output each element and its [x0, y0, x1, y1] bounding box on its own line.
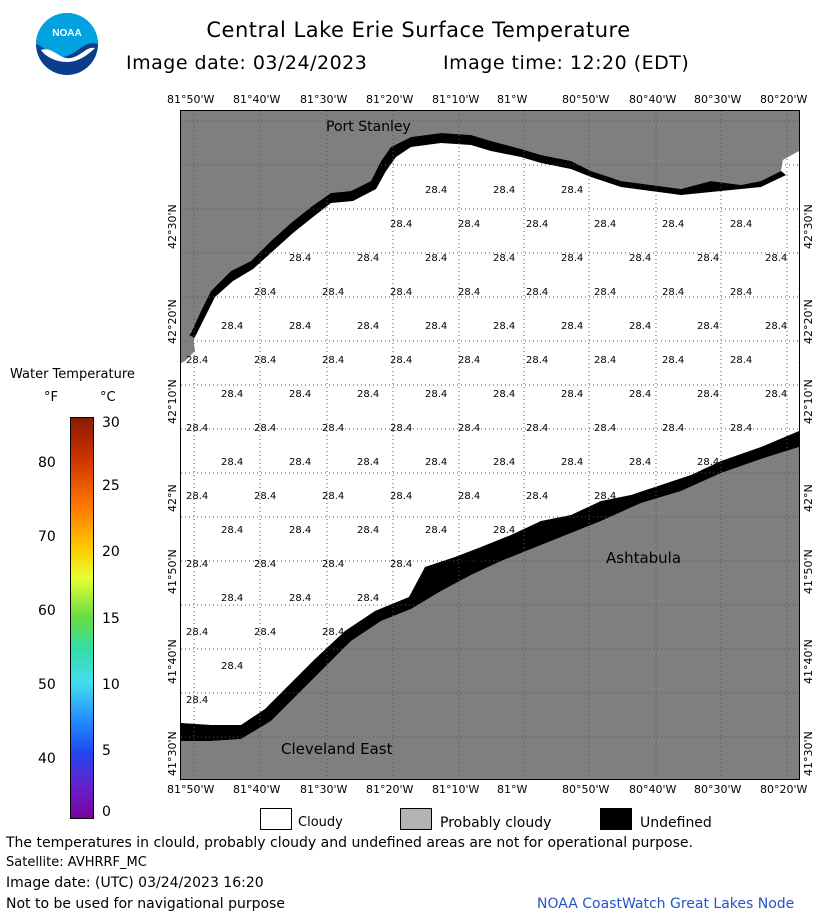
- lon-tick-top: 80°20'W: [760, 93, 808, 106]
- temperature-label: 28.4: [322, 559, 345, 570]
- temperature-label: 28.4: [561, 389, 584, 400]
- temperature-label: 28.4: [357, 593, 380, 604]
- temperature-label: 28.4: [390, 423, 413, 434]
- temperature-label: 28.4: [254, 423, 277, 434]
- temperature-label: 28.4: [730, 423, 753, 434]
- temperature-label: 28.4: [629, 389, 652, 400]
- temperature-label: 28.4: [425, 185, 448, 196]
- temperature-label: 28.4: [221, 593, 244, 604]
- temperature-label: 28.4: [186, 559, 209, 570]
- temperature-label: 28.4: [357, 457, 380, 468]
- footer-satellite: Satellite: AVHRRF_MC: [6, 855, 147, 870]
- temperature-label: 28.4: [493, 185, 516, 196]
- celsius-tick: 15: [102, 611, 120, 627]
- color-scale-bar: [70, 417, 94, 819]
- lat-tick-left: 41°40'N: [166, 639, 179, 684]
- lon-tick-top: 80°40'W: [629, 93, 677, 106]
- temperature-label: 28.4: [458, 287, 481, 298]
- lat-tick-left: 42°10'N: [166, 379, 179, 424]
- lon-tick-top: 80°30'W: [694, 93, 742, 106]
- footer-note: The temperatures in clould, probably cloudy and undefined areas are not for operational purpose.: [6, 835, 693, 851]
- temperature-label: 28.4: [289, 593, 312, 604]
- temperature-label: 28.4: [594, 219, 617, 230]
- temperature-label: 28.4: [322, 627, 345, 638]
- temperature-label: 28.4: [458, 355, 481, 366]
- lat-tick-left: 42°20'N: [166, 299, 179, 344]
- fahrenheit-tick: 70: [38, 529, 56, 545]
- temperature-label: 28.4: [594, 355, 617, 366]
- temperature-label: 28.4: [594, 423, 617, 434]
- lat-tick-right: 41°30'N: [802, 731, 815, 776]
- temperature-label: 28.4: [221, 321, 244, 332]
- temperature-label: 28.4: [526, 219, 549, 230]
- temperature-label: 28.4: [289, 389, 312, 400]
- temperature-label: 28.4: [186, 491, 209, 502]
- celsius-tick: 5: [102, 743, 111, 759]
- temperature-label: 28.4: [357, 321, 380, 332]
- temperature-label: 28.4: [662, 287, 685, 298]
- temperature-label: 28.4: [322, 423, 345, 434]
- temperature-label: 28.4: [765, 389, 788, 400]
- temperature-label: 28.4: [458, 559, 481, 570]
- temperature-label: 28.4: [493, 321, 516, 332]
- temperature-label: [798, 287, 799, 298]
- temperature-label: 28.4: [254, 355, 277, 366]
- temperature-label: 28.4: [697, 457, 720, 468]
- legend-probably-cloudy-swatch: [400, 808, 432, 830]
- celsius-tick: 0: [102, 804, 111, 820]
- fahrenheit-tick: 50: [38, 677, 56, 693]
- temperature-label: 28.4: [561, 185, 584, 196]
- footer-credit: NOAA CoastWatch Great Lakes Node: [537, 896, 795, 912]
- temperature-label: 28.4: [425, 525, 448, 536]
- temperature-label: 28.4: [221, 661, 244, 672]
- temperature-label: 28.4: [357, 525, 380, 536]
- temperature-label: 28.4: [561, 321, 584, 332]
- temperature-label: 28.4: [594, 491, 617, 502]
- temperature-label: 28.4: [289, 525, 312, 536]
- fahrenheit-tick: 60: [38, 603, 56, 619]
- temperature-label: 28.4: [425, 321, 448, 332]
- lon-tick-top: 81°50'W: [167, 93, 215, 106]
- temperature-label: 28.4: [493, 253, 516, 264]
- temperature-label: 28.4: [765, 321, 788, 332]
- temperature-label: 28.4: [289, 253, 312, 264]
- lon-tick-top: 80°50'W: [562, 93, 610, 106]
- temperature-label: 28.4: [526, 355, 549, 366]
- temperature-label: 28.4: [458, 423, 481, 434]
- lon-tick-bottom: 80°40'W: [629, 783, 677, 796]
- temperature-label: 28.4: [322, 287, 345, 298]
- temperature-label: 28.4: [662, 355, 685, 366]
- fahrenheit-tick: 40: [38, 751, 56, 767]
- lon-tick-bottom: 81°50'W: [167, 783, 215, 796]
- lon-tick-top: 81°10'W: [432, 93, 480, 106]
- temperature-label: 28.4: [425, 389, 448, 400]
- lon-tick-bottom: 80°50'W: [562, 783, 610, 796]
- legend-cloudy-label: Cloudy: [298, 815, 343, 830]
- temperature-label: 28.4: [186, 423, 209, 434]
- footer-nav-warning: Not to be used for navigational purpose: [6, 896, 285, 912]
- temperature-label: 28.4: [254, 491, 277, 502]
- temperature-label: 28.4: [697, 389, 720, 400]
- temperature-label: 28.4: [357, 389, 380, 400]
- lon-tick-bottom: 80°20'W: [760, 783, 808, 796]
- lon-tick-bottom: 81°40'W: [233, 783, 281, 796]
- temperature-label: 28.4: [186, 627, 209, 638]
- celsius-tick: 30: [102, 415, 120, 431]
- label-ashtabula: Ashtabula: [606, 549, 682, 567]
- lon-tick-bottom: 81°30'W: [300, 783, 348, 796]
- temperature-label: 28.4: [493, 457, 516, 468]
- temperature-label: 28.4: [322, 491, 345, 502]
- lat-tick-left: 41°30'N: [166, 731, 179, 776]
- lat-tick-right: 42°30'N: [802, 204, 815, 249]
- lon-tick-top: 81°30'W: [300, 93, 348, 106]
- lat-tick-left: 42°N: [166, 484, 179, 512]
- temperature-label: [798, 355, 799, 366]
- legend-undefined-label: Undefined: [640, 815, 712, 831]
- temperature-label: 28.4: [186, 355, 209, 366]
- fahrenheit-tick: 80: [38, 455, 56, 471]
- lat-tick-right: 42°20'N: [802, 299, 815, 344]
- temperature-label: 28.4: [629, 321, 652, 332]
- temperature-label: 28.4: [254, 627, 277, 638]
- temperature-label: 28.4: [425, 457, 448, 468]
- temperature-label: 28.4: [730, 355, 753, 366]
- temperature-label: 28.4: [458, 219, 481, 230]
- temperature-label: 28.4: [221, 457, 244, 468]
- temperature-label: 28.4: [629, 253, 652, 264]
- label-port-stanley: Port Stanley: [326, 119, 411, 135]
- legend-probably-cloudy-label: Probably cloudy: [440, 815, 552, 831]
- temperature-label: 28.4: [221, 389, 244, 400]
- temperature-label: 28.4: [493, 389, 516, 400]
- label-cleveland-east: Cleveland East: [281, 740, 393, 758]
- legend-cloudy-swatch: [260, 808, 292, 830]
- celsius-tick: 25: [102, 478, 120, 494]
- temperature-label: 28.4: [561, 253, 584, 264]
- temperature-label: 28.4: [186, 695, 209, 706]
- image-time: Image time: 12:20 (EDT): [443, 52, 690, 74]
- temperature-label: 28.4: [322, 355, 345, 366]
- page-title: Central Lake Erie Surface Temperature: [206, 18, 631, 42]
- lon-tick-bottom: 80°30'W: [694, 783, 742, 796]
- temperature-map: [180, 110, 800, 780]
- temperature-label: 28.4: [458, 491, 481, 502]
- temperature-label: 28.4: [526, 491, 549, 502]
- lon-tick-top: 81°W: [497, 93, 528, 106]
- temperature-label: [798, 219, 799, 230]
- temperature-label: 28.4: [662, 423, 685, 434]
- temperature-label: 28.4: [390, 491, 413, 502]
- lon-tick-bottom: 81°W: [497, 783, 528, 796]
- unit-fahrenheit: °F: [44, 390, 58, 405]
- celsius-tick: 10: [102, 677, 120, 693]
- footer-image-date: Image date: (UTC) 03/24/2023 16:20: [6, 875, 264, 891]
- lon-tick-bottom: 81°10'W: [432, 783, 480, 796]
- temperature-label: 28.4: [561, 457, 584, 468]
- temperature-label: 28.4: [390, 219, 413, 230]
- lat-tick-right: 41°40'N: [802, 639, 815, 684]
- lat-tick-right: 41°50'N: [802, 549, 815, 594]
- celsius-tick: 20: [102, 544, 120, 560]
- lon-tick-top: 81°20'W: [366, 93, 414, 106]
- logo-text: NOAA: [52, 28, 82, 39]
- temperature-label: 28.4: [594, 287, 617, 298]
- image-date: Image date: 03/24/2023: [126, 52, 368, 74]
- legend-undefined-swatch: [600, 808, 632, 830]
- color-scale-title: Water Temperature: [10, 367, 135, 382]
- temperature-label: 28.4: [289, 457, 312, 468]
- temperature-label: 28.4: [629, 457, 652, 468]
- temperature-label: 28.4: [526, 287, 549, 298]
- lon-tick-top: 81°40'W: [233, 93, 281, 106]
- temperature-label: 28.4: [526, 423, 549, 434]
- temperature-label: 28.4: [662, 219, 685, 230]
- lat-tick-right: 42°N: [802, 484, 815, 512]
- temperature-label: 28.4: [357, 253, 380, 264]
- lat-tick-right: 42°10'N: [802, 379, 815, 424]
- temperature-label: 28.4: [390, 287, 413, 298]
- temperature-label: 28.4: [765, 253, 788, 264]
- temperature-label: 28.4: [425, 253, 448, 264]
- temperature-label: 28.4: [390, 355, 413, 366]
- temperature-label: 28.4: [730, 287, 753, 298]
- lon-tick-bottom: 81°20'W: [366, 783, 414, 796]
- unit-celsius: °C: [100, 390, 116, 405]
- temperature-label: 28.4: [493, 525, 516, 536]
- lat-tick-left: 42°30'N: [166, 204, 179, 249]
- temperature-label: 28.4: [730, 219, 753, 230]
- temperature-label: 28.4: [697, 253, 720, 264]
- temperature-label: 28.4: [390, 559, 413, 570]
- temperature-label: 28.4: [254, 559, 277, 570]
- temperature-label: 28.4: [697, 321, 720, 332]
- temperature-label: 28.4: [254, 287, 277, 298]
- lat-tick-left: 41°50'N: [166, 549, 179, 594]
- temperature-label: 28.4: [289, 321, 312, 332]
- temperature-label: 28.4: [221, 525, 244, 536]
